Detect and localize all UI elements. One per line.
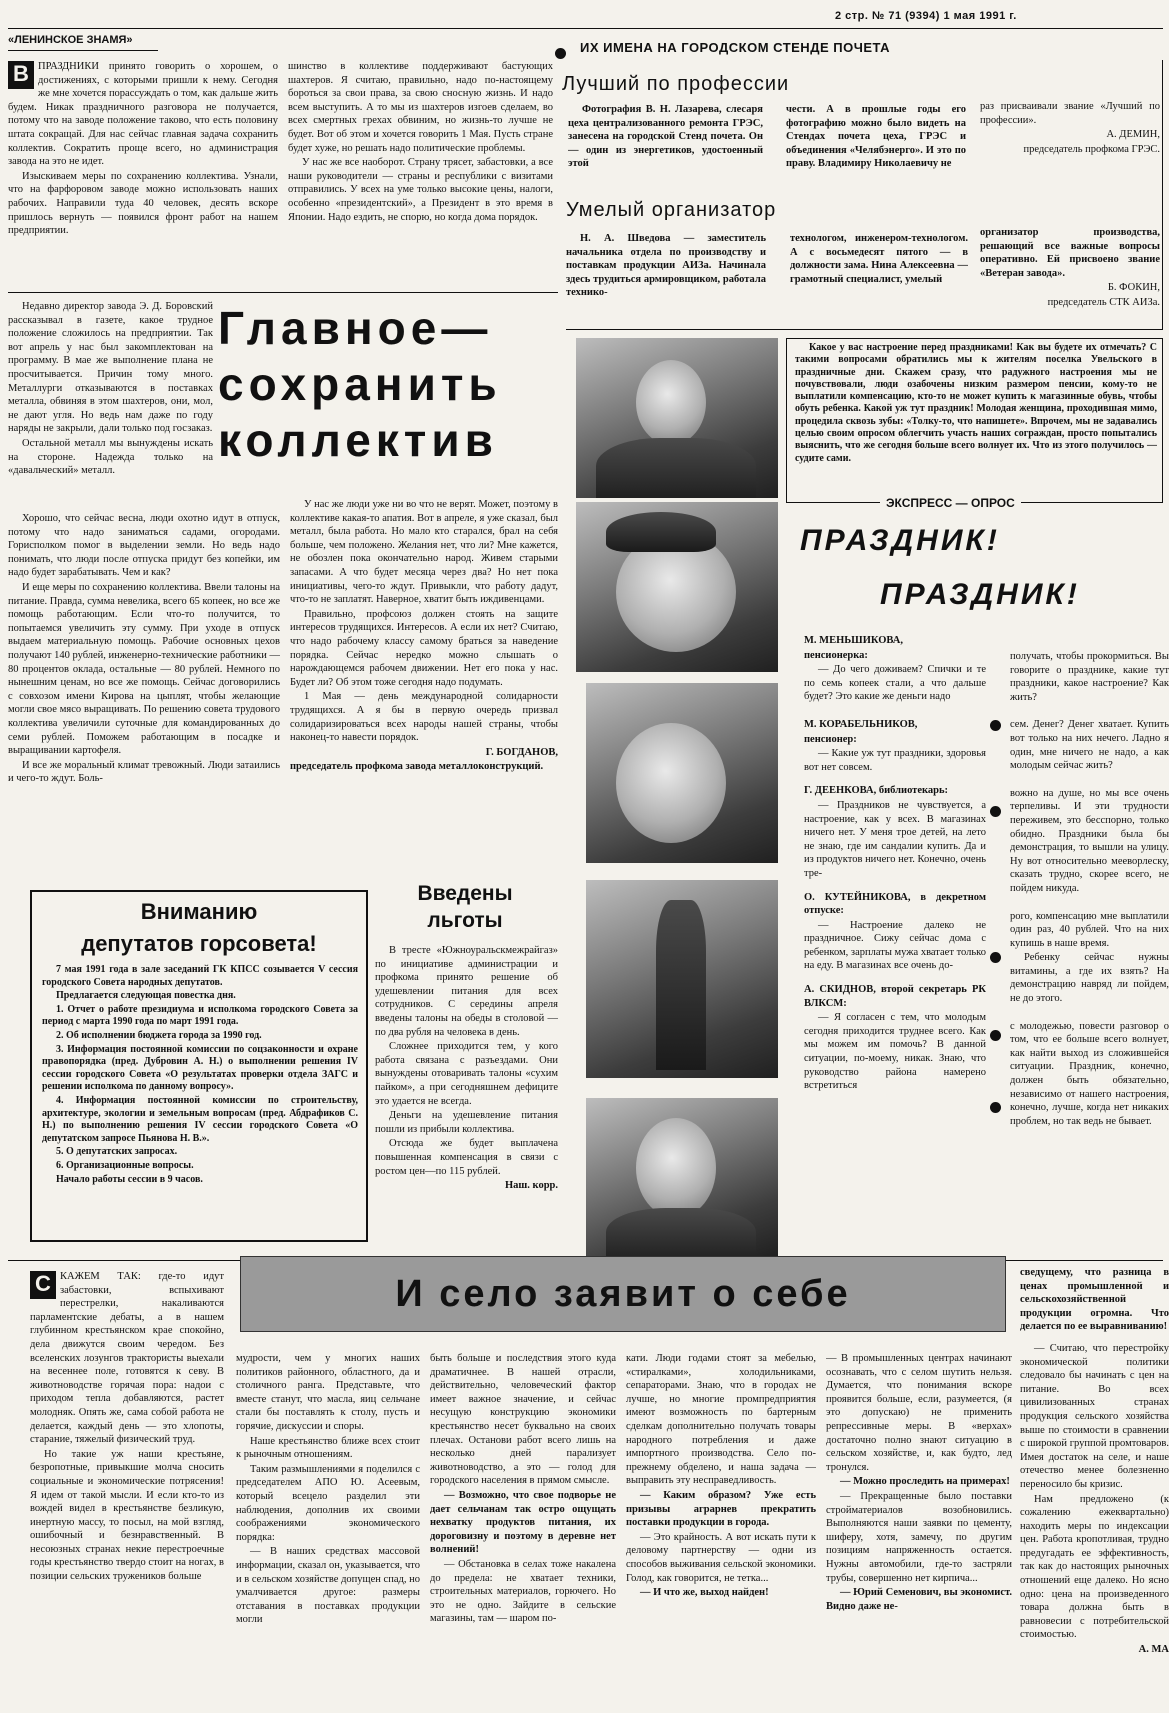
main-article-col1-low: [8, 512, 280, 887]
honor-board-header: ИХ ИМЕНА НА ГОРОДСКОМ СТЕНДЕ ПОЧЕТА: [580, 40, 891, 55]
village-signature: А. МА: [1138, 1644, 1169, 1656]
main-col1-low-p2: И еще меры по сохранению коллектива. Ввели талоны на питание. Правда, сумма невелика, всего 65 копеек, но все же помощь работающим. Если что-то получится, то попытаемся увеличить эту сумму. При уходе в отпуск выдаем материальную помощь. Рабочие основных цехов получают 140 рублей, инженерно-технические работники — 80 процентов оклада, остальные — 80 рублей. Немного по нынешним ценам, но все же помощь. Сейчас договорились с совхозом имени Кирова на цыплят, чтобы желающие могли свое мясо выращивать. По решению совета трудового коллектива увеличили суточные для командированных до семи рублей. Поможем работающим в посадке и выращивании картофеля.: [8, 581, 280, 757]
masthead-paper: «ЛЕНИНСКОЕ ЗНАМЯ»: [8, 34, 133, 46]
org-col3: [980, 226, 1160, 326]
deputies-title: [32, 896, 366, 960]
village-c5-p3: — Прекращенные было поставки стройматериалов возобновились. Выполняются наши заявки по цементу, шиферу, хотя, замечу, по другим позициям напряженность остается. Нужны автомобили, где-то застряли трубы, совершенно нет кирпича...: [826, 1490, 1012, 1584]
village-c4-p1: кати. Люди годами стоят за мебелью, «стиралками», холодильниками, сепараторами. Знаю, что в городах не лучше, но многие промпредприятия имеют возможность по бартерным сделкам дополнительно получать товары народного потребления и даже импортного производства. Село по-прежнему обделено, и наша задача — выправить эту несправедливость.: [626, 1353, 816, 1487]
best-signature: А. ДЕМИН,: [1106, 129, 1160, 141]
answer-4-text: — Настроение далеко не праздничное. Сижу сейчас дома с ребенком, зарплаты мужа хватает только на еду. В магазинах все очень до-: [804, 919, 986, 972]
main-col1-low-p3: И все же моральный климат тревожный. Люди затаились и чего-то ждут. Боль-: [8, 759, 280, 785]
deputies-title-line2: депутатов горсовета!: [81, 931, 317, 956]
main-separator: [8, 292, 558, 293]
main-signature-role: председатель профкома завода металлоконструкций.: [290, 761, 544, 773]
deputies-agenda: [42, 964, 358, 1238]
benefits-body: [375, 944, 558, 1244]
main-title-line2: сохранить: [218, 358, 502, 410]
bullet-icon: [990, 806, 1001, 817]
masthead-rule-2: [8, 50, 158, 51]
photo-cap: [606, 512, 716, 552]
main-col1-mid-p1: Недавно директор завода Э. Д. Боровский рассказывал в газете, какое трудное положение сложилось на предприятии. Так вот апрель у нас был закомплектован на программу. В мае же выполнение плана не просчитывается. Причин тому много. Металлурги отказываются в поставках металла, обвиняя в этом шахтеров, они, мол, не дают угля. Но ведь нам даже по году наряды не закрыли, дали только под госзаказ.: [8, 301, 213, 435]
main-article-col1-top: [8, 60, 278, 282]
photo-face: [616, 723, 726, 843]
photo-woman-with-pram: [586, 880, 778, 1078]
answer-1-role: пенсионерка:: [804, 649, 868, 661]
answer-2-name: М. КОРАБЕЛЬНИКОВ,: [804, 718, 918, 730]
village-c5-p1: — В промышленных центрах начинают осознавать, что с селом шутить нельзя. Думается, что понимания вскоре проявится больше, если, разумеется, (я это допускаю) не применить репрессивные меры. В «верхах» достаточно полно знают ситуацию в сельском хозяйстве, и, как будто, лед тронулся.: [826, 1353, 1012, 1473]
main-col1-top-p2: Изыскиваем меры по сохранению коллектива. Узнали, что на фарфоровом заводе можно использовать наших рабочих. Направили туда 40 человек, десять вскоре пришлось вернуть — появился фронт работ на нашем предприятии.: [8, 170, 278, 237]
answer-1-name: М. МЕНЬШИКОВА,: [804, 635, 903, 646]
deputies-agenda-intro: Предлагается следующая повестка дня.: [56, 990, 236, 1002]
photo-figure: [656, 900, 706, 1070]
best-col2: [786, 103, 966, 183]
continuation-1: получать, чтобы прокормиться. Вы говорите о празднике, какие тут праздники, какое настроение? Как жить?: [1010, 651, 1169, 703]
poll-title-line1: ПРАЗДНИК!: [800, 524, 1000, 557]
best-col1-text: Фотография В. Н. Лазарева, слесаря цеха централизованного ремонта ГРЭС, занесена на городской Стенд почета. Он — один из энергетиков, удостоенный этой: [568, 104, 763, 170]
main-title-line1: Главное—: [218, 302, 493, 354]
main-col2-top-p2: У нас же все наоборот. Страну трясет, забастовки, а все наши руководители — страны и республики с визитами отправились. У всех на уме только высокие цены, налоги, особенно «президентский», а Президент в это время в Японии. Надо ездить, не спорю, но когда дома порядок.: [288, 157, 553, 223]
continuation-4b: Ребенку сейчас нужны витамины, а где их взять? На демонстрацию навряд ли пойдем, не до этого.: [1010, 952, 1169, 1005]
village-c1-p2: Но такие уж наши крестьяне, безропотные, привыкшие молча сносить социальные и экономические потрясения! Я идем от такой мысли. И если кто-то из вождей видел в крестьянстве безликую, инертную массу, то посыл, на мой взгляд, ошибочный и безнравственный. В несоюзных странах некие перестроечные годы крестьянство твердо стоит на ногах, в позиции сельских тружеников больше: [30, 1448, 224, 1583]
main-title-line3: коллектив: [218, 414, 498, 466]
main-col2-low-p3: 1 Мая — день международной солидарности трудящихся. А я бы в первую очередь призвал солидаризироваться всех народы нашей страны, чтобы наконец-то навести порядок.: [290, 691, 558, 744]
village-c4-p3: — Это крайность. А вот искать пути к деловому партнерству — одни из способов выживания сельской экономики. Голод, как говорится, не тетка...: [626, 1531, 816, 1584]
poll-answers: [804, 634, 986, 1254]
answer-3-text: — Праздников не чувствуется, а настроение, как у всех. В магазинах ничего нет. У меня трое детей, на лето не знаю, где им сандалии купить. Да и из продуктов ничего нет. Конечно, очень тре-: [804, 799, 986, 879]
village-c1-p1: КАЖЕМ ТАК: где-то идут забастовки, вспыхивают перестрелки, накаливаются парламентские дебаты, а в нашем глубинном крестьянском крае спокойно, дела движутся своим чередом. Без вселенских лозунгов трактористы выехали на весеннее поле, готовятся к севу. В животноводстве горячая пора: надои с приходом тепла добавляются, растет молодняк. Опять же, сама собой работа не делается, каждый день — это хлопоты, старание, тяжелый физический труд.: [30, 1271, 224, 1446]
benefits-signature: Наш. корр.: [505, 1180, 558, 1192]
village-c3-p1: быть больше и последствия этого куда драматичнее. В нашей отрасли, действительно, человеческий фактор имеет важное значение, и сейчас несущую конструкцию экономики крестьянство несет буквально на своих плечах. Останови работ всего лишь на несколько дней парализует животноводство, а это — голод для городского населения в прямом смысле.: [430, 1353, 616, 1487]
village-col4: [626, 1352, 816, 1710]
masthead-issue: 2 стр. № 71 (9394) 1 мая 1991 г.: [835, 10, 1017, 22]
org-col1-text: Н. А. Шведова — заместитель начальника отдела по производству и поставкам продукции АИЗа. Начинала здесь трудиться армировщиком, работала технико-: [566, 233, 766, 299]
benefits-p4: Отсюда же будет выплачена повышенная компенсация в связи с ростом цен—по 115 рублей.: [375, 1138, 558, 1177]
benefits-title: [380, 880, 550, 934]
continuation-3: вожно на душе, но мы все очень терпеливы. И эти трудности переживем, это бесспорно, только обидно. Праздники была бы демонстрация, то вышли на улицу. Ну вот относительно мееворлеску, сказать трудно, скорее всего, не пойдем никуда.: [1010, 787, 1169, 894]
answer-2-text: — Какие уж тут праздники, здоровья вот нет совсем.: [804, 748, 986, 773]
organizer-title: Умелый организатор: [566, 199, 777, 221]
village-c2-p3: Таким размышлениями я поделился с председателем АПО Ю. Асеевым, который всецело разделил эти наблюдения, дополнив их своими соображениями экономического порядка:: [236, 1463, 420, 1543]
main-col2-top-p1: шинство в коллективе поддерживают бастующих шахтеров. Я считаю, правильно, надо по-настоящему бороться за свои права, за свою сносную жизнь. И надо всем выступить. А то мы из шахтеров изгоев сделаем, во всех смертных грехах обвиним, но жизнь-то лучше не будет. Вот об этом и хочется говорить 1 Мая. Пусть стране будет хуже, но решать надо политические проблемы.: [288, 61, 553, 154]
main-article-col2-low: [290, 498, 558, 883]
main-col2-low-p1: У нас же люди уже ни во что не верят. Может, поэтому в коллективе какая-то апатия. Вот в апреле, я уже сказал, был металл, была работа. Но мало кто старался, брал на себя больше, чем положено. Желания нет, что ли? Мне кажется, не обозлен пока окончательно народ. Живем старыми запасами. А что будет месяца через два? Но нет пока инициативы, чего-то ждут. Привыкли, что работу дадут, что-то не заплатят. Наверное, хватит быть иждивенцами.: [290, 499, 558, 606]
continuation-2: сем. Денег? Денег хватает. Купить вот только на них нечего. Ладно я один, мне ничего не надо, а как молодым сейчас жить?: [1010, 719, 1169, 772]
village-c4-p4: — И что же, выход найден!: [640, 1587, 769, 1599]
org-col3-text: организатор производства, решающий все важные вопросы оперативно. Ей присвоено звание «Ветеран завода».: [980, 227, 1160, 279]
photo-elderly-man: [576, 502, 778, 672]
best-profession-title: Лучший по профессии: [562, 73, 790, 95]
poll-title-line2: ПРАЗДНИК!: [880, 578, 1080, 611]
answer-1-text: — До чего доживаем? Спички и те по семь копеек стали, а что дальше будет? Это какие же деньги надо: [804, 664, 986, 703]
benefits-title-line1: Введены: [417, 882, 513, 905]
agenda-item: 3. Информация постоянной комиссии по соцзаконности и охране правопорядка (пред. Дубровин А. Н.) о выполнении решения IV сессии городского Совета «О результатах проверки отдела ЗАГС и решении исполкома по данному вопросу».: [42, 1043, 358, 1093]
village-c6-p1: — Считаю, что перестройку экономической политики следовало бы начинать с цен на питание. Во всех цивилизованных странах продукция сельского хозяйства выше по стоимости в сравнении с широкой группой промтоваров. Имея достаток на селе, и наше отечество менее болезненно переносило бы кризис.: [1020, 1342, 1169, 1490]
continuation-5: с молодежью, повести разговор о том, что ее больше всего волнует, как найти выход из сложившейся ситуации. Праздник, конечно, должен быть обязательно, независимо от нашего настроения, конечно, лучше, когда нет никаких проблем, но так ведь не бывает.: [1010, 1020, 1169, 1127]
answer-5-name: А. СКИДНОВ, второй секретарь РК ВЛКСМ:: [804, 984, 986, 1009]
benefits-title-line2: льготы: [427, 909, 503, 932]
best-col3: [980, 100, 1160, 190]
village-col3: [430, 1352, 616, 1710]
bullet-icon: [990, 1030, 1001, 1041]
village-c4-p2: — Каким образом? Уже есть призывы аграрнев прекратить поставки продукции в города.: [626, 1489, 816, 1529]
photo-body: [606, 1208, 756, 1256]
village-c5-p4: — Юрий Семенович, вы экономист. Видно даже не-: [826, 1587, 1012, 1612]
photo-elderly-woman: [576, 338, 778, 498]
agenda-item: 6. Организационные вопросы.: [56, 1159, 194, 1171]
masthead-rule: [8, 28, 1163, 29]
village-col6: [1020, 1266, 1169, 1710]
photo-face: [636, 360, 706, 445]
main-article-col2-top: [288, 60, 553, 282]
agenda-item: 1. Отчет о работе президиума и исполкома городского Совета за период с марта 1990 года по март 1991 года.: [42, 1003, 358, 1028]
main-article-col1-mid: [8, 300, 213, 510]
answer-5-text: — Я согласен с тем, что молодым сегодня приходится труднее всего. Как мы можем им помочь? В данной ситуации, по-моему, никак. Знаю, что руководство района намерено встретиться: [804, 1012, 986, 1092]
org-col2-text: технологом, инженером-технологом. А с восьмедесят пятого — в должности зама. Нина Алексеевна — грамотный специалист, умелый: [790, 233, 968, 285]
village-c6-p2: Нам предложено (к сожалению ежеквартально) находить меры по индексации цен. Работа кропотливая, трудно предугадать ее эффективность, так как до настоящих рыночных отношений еще далеко. Но ясно одно: цена на произведенного товара должна быть в равновесии с потребительской стоимостью.: [1020, 1493, 1169, 1641]
bullet-icon: [990, 720, 1001, 731]
benefits-p3: Деньги на удешевление питания пошли из прибыли коллектива.: [375, 1110, 558, 1135]
answer-4-name: О. КУТЕЙНИКОВА, в декретном отпуске:: [804, 891, 986, 917]
village-c3-p2: — Возможно, что свое подворье не дает сельчанам так остро ощущать нехватку продуктов питания, их дороговизну и поэтому в деревне нет волнений!: [430, 1489, 616, 1556]
photo-body: [596, 438, 756, 498]
village-dropcap: С: [30, 1271, 56, 1299]
village-c2-p2: Наше крестьянство ближе всех стоит к рыночным отношениям.: [236, 1435, 420, 1461]
photo-face: [636, 1118, 716, 1218]
main-col1-top-p1: ПРАЗДНИКИ принято говорить о хорошем, о достижениях, с которыми пришли к нему. Сегодня же мне хочется порассуждать о том, как дальше жить будем. Никак праздничного разговора не получается, потому что на заводе положение таково, что есть половину штата сокращай. Для нас сейчас главная задача сохранить коллектив. Сократить проще всего, но администрация завода на это не идет.: [8, 61, 278, 168]
answer-2-role: пенсионер:: [804, 733, 857, 745]
org-col2: [790, 232, 968, 324]
org-signature-role: председатель СТК АИЗа.: [1047, 296, 1160, 308]
org-col1: [566, 232, 766, 324]
main-signature: Г. БОГДАНОВ,: [485, 746, 558, 758]
benefits-p2: Сложнее приходится тем, у кого работа связана с разъездами. Они вынуждены отоваривать талоны «сухим пайком», а при сегодняшнем дефиците это удается не всегда.: [375, 1041, 558, 1107]
main-col1-mid-p2: Остальной металл мы вынуждены искать на стороне. Надежда только на «давальческий» металл.: [8, 437, 213, 477]
best-col2-text: чести. А в прошлые годы его фотографию можно было видеть на Стендах почета цеха, ГРЭС и объединения «Челябэнерго». И это по праву. Владимиру Николаевичу не: [786, 104, 966, 170]
village-c2-p1: мудрости, чем у многих наших политиков районного, областного, да и столичного ранга. Представьте, что вместе станут, что масла, яиц сельчане стали бы поставлять к столу, пусть и горячие, дискуссии и споры.: [236, 1353, 420, 1432]
village-col5: [826, 1352, 1012, 1710]
best-signature-role: председатель профкома ГРЭС.: [1023, 143, 1160, 155]
benefits-p1: В тресте «Южноуральскмежрайгаз» по инициативе администрации и профкома принято решение об удешевлении питания для всех сотрудников. С середины апреля введены талоны на обеды в столовой — по два рубля на человека в день.: [375, 945, 558, 1038]
poll-continuation: [1010, 650, 1169, 1250]
village-c5-p2: — Можно проследить на примерах!: [840, 1476, 1010, 1488]
deputies-intro: 7 мая 1991 года в зале заседаний ГК КПСС созывается V сессия городского Совета народных депутатов.: [42, 964, 358, 988]
best-col3-text: раз присваивали звание «Лучший по профессии».: [980, 101, 1160, 126]
agenda-item: 4. Информация постоянной комиссии по строительству, архитектуре, экологии и земельным вопросам (пред. Абдрафиков С. Н.) по выполнению решения IV сессии городского Совета «О депутатском запросе Пьянова Н. В.».: [42, 1094, 358, 1144]
village-c3-p3: — Обстановка в селах тоже накалена до предела: не хватает техники, строительных материалов, горючего. Но это не одно. Зайдите в сельские магазины, там — шаром по-: [430, 1558, 616, 1625]
poll-label: ЭКСПРЕСС — ОПРОС: [880, 496, 1021, 511]
org-signature: Б. ФОКИН,: [1107, 282, 1160, 294]
answer-3-name: Г. ДЕЕНКОВА, библиотекарь:: [804, 785, 949, 797]
main-col2-low-p2: Правильно, профсоюз должен стоять на защите интересов трудящихся. Интересов. А если их нет? Считаю, что надо рабочему классу самому браться за наведение порядка. Сейчас нередко можно слышать о нарождающемся рабочем движении. Нет его пока у нас. Будет ли? Об этом тоже сегодня надо подумать.: [290, 608, 558, 688]
agenda-item: 2. Об исполнении бюджета города за 1990 год.: [56, 1029, 262, 1041]
main-col1-low-p1: Хорошо, что сейчас весна, люди охотно идут в отпуск, потому что надо заниматься садами, огородами. Горисполком помог в выделении земли. Но ведь надо понимать, что люди после отпуска придут без копейки, им надо будет зарабатывать. Чем и как?: [8, 513, 280, 579]
village-c6-top: сведущему, что разница в ценах промышленной и сельскохозяйственной продукции огромна. Что делается по ее выравниванию!: [1020, 1267, 1169, 1333]
village-c2-p4: — В наших средствах массовой информации, сказал он, указывается, что и в сельском хозяйстве допущен спад, но умалчивается другое: размеры отставания в поставках продукции могли: [236, 1546, 420, 1626]
village-col2: [236, 1352, 420, 1710]
photo-young-man: [586, 1098, 778, 1256]
bullet-icon: [555, 48, 566, 59]
village-col1: [30, 1270, 224, 1710]
bullet-icon: [990, 952, 1001, 963]
deputies-start-time: Начало работы сессии в 9 часов.: [56, 1173, 203, 1185]
main-article-title: [218, 300, 558, 468]
agenda-item: 5. О депутатских запросах.: [56, 1146, 178, 1158]
best-col1: [568, 103, 763, 191]
village-banner: И село заявит о себе: [240, 1256, 1006, 1332]
bullet-icon: [990, 1102, 1001, 1113]
poll-intro-text: Какое у вас настроение перед праздниками! Как вы будете их отмечать? С такими вопросами обратились мы к жителям поселка Увельского в праздничные дни. Скажем сразу, что радужного настроения мы не почувствовали, люди озабочены низким размером пенсии, кому-то не выплатили компенсацию, кто-то не может купить к магазинные обувь, чтобы обуть ребенка. Какой уж тут праздник! Молодая женщина, проходившая мимо, процедила сквозь зубы: «Толку-то, что напишете». Впрочем, мы не задавались целью своим опросом облегчить участь наших сограждан, просто попытались выяснить, что же сегодня больше всего волнует их. Что из этого получилось — судите сами.: [795, 342, 1157, 464]
deputies-title-line1: Вниманию: [140, 899, 258, 924]
continuation-4: рого, компенсацию мне выплатили один раз, 40 рублей. Что на них купишь в наше время.: [1010, 910, 1169, 949]
photo-young-woman: [586, 683, 778, 863]
poll-intro: [795, 342, 1157, 496]
main-dropcap: В: [8, 61, 34, 89]
